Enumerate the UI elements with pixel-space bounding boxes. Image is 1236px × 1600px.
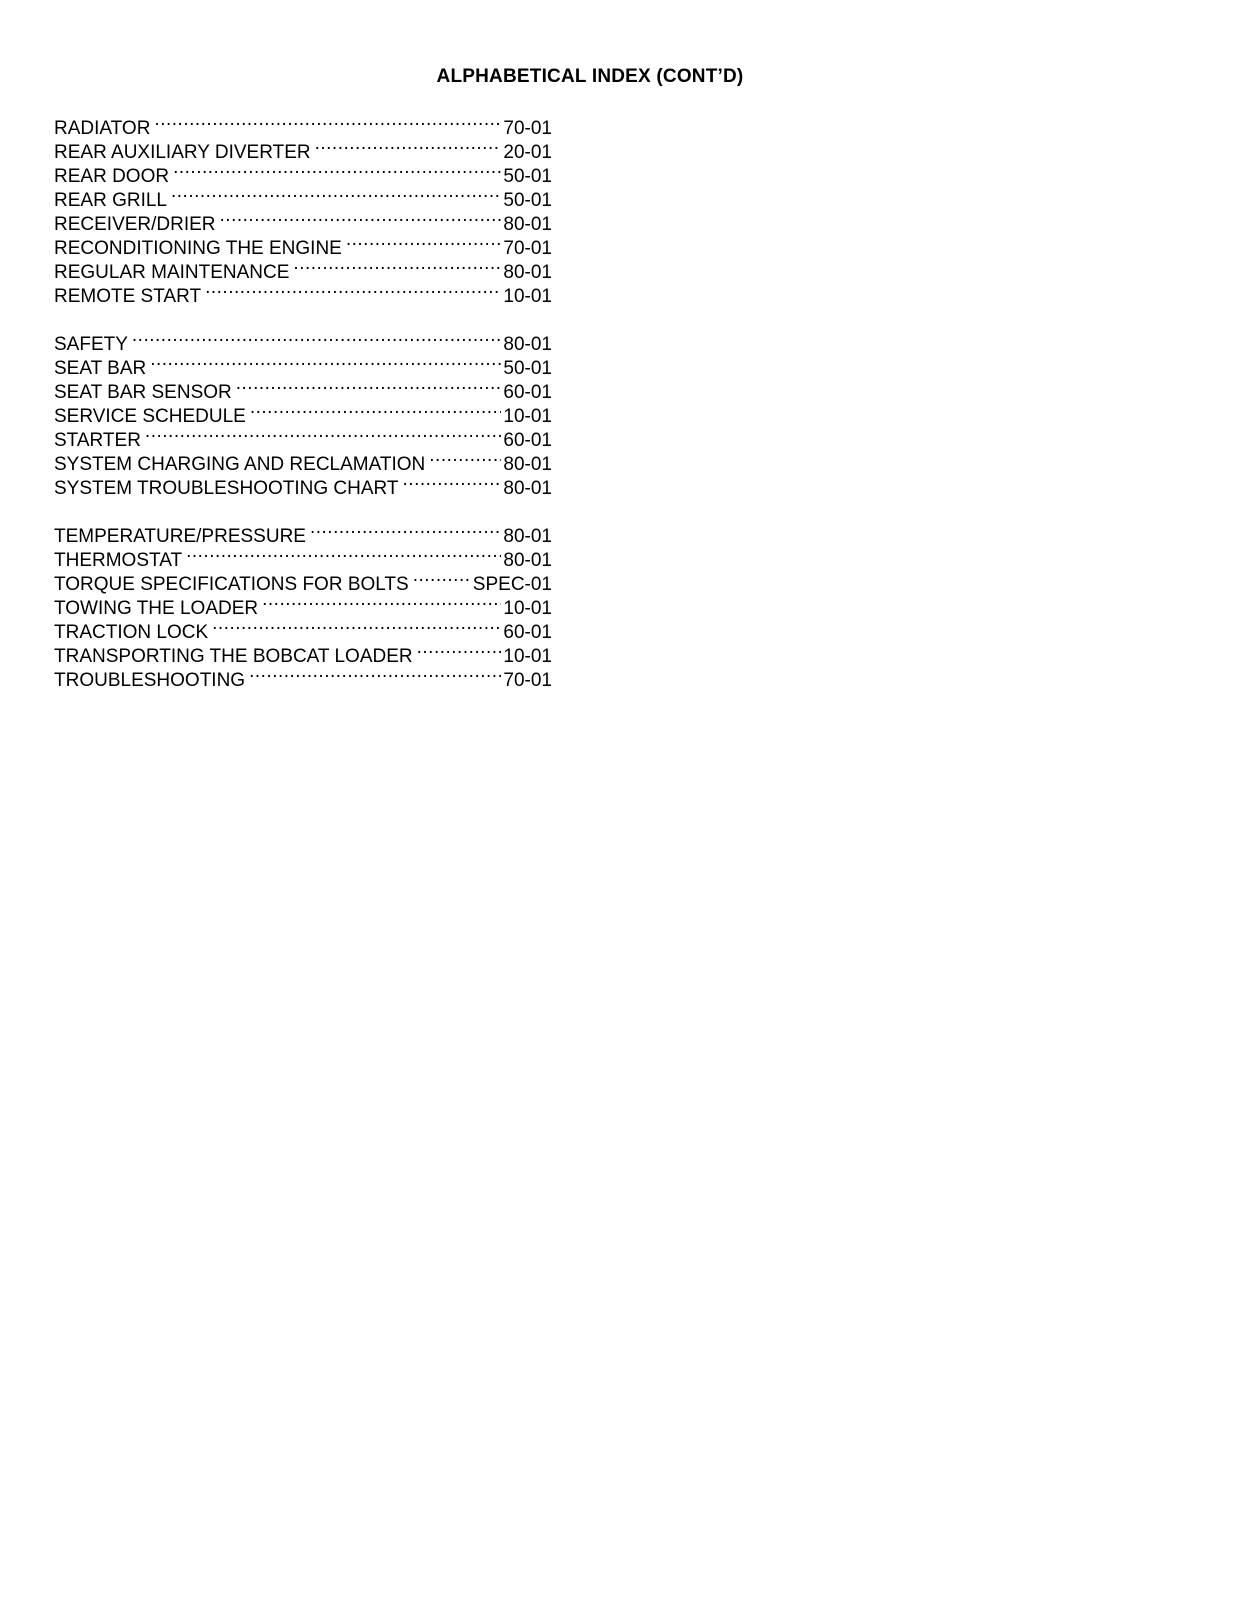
entry-page-number: 80-01: [503, 334, 552, 355]
entry-page-number: 10-01: [503, 286, 552, 307]
entry-name: REAR GRILL: [54, 190, 167, 211]
index-list: [54, 110, 614, 710]
dot-leader: [262, 590, 501, 614]
dot-leader: [413, 566, 471, 590]
dot-leader: [293, 254, 501, 278]
entry-name: TRACTION LOCK: [54, 622, 209, 643]
entry-page-number: 80-01: [503, 550, 552, 571]
entry-page-number: 10-01: [503, 598, 552, 619]
entry-name: RECONDITIONING THE ENGINE: [54, 238, 342, 259]
dot-leader: [212, 614, 501, 638]
entry-name: TORQUE SPECIFICATIONS FOR BOLTS: [54, 574, 409, 595]
dot-leader: [132, 326, 501, 350]
entry-name: TROUBLESHOOTING: [54, 670, 246, 691]
entry-name: SERVICE SCHEDULE: [54, 406, 246, 427]
entry-name: TRANSPORTING THE BOBCAT LOADER: [54, 646, 413, 667]
entry-page-number: 80-01: [503, 214, 552, 235]
entry-name: SEAT BAR: [54, 358, 147, 379]
dot-leader: [171, 182, 501, 206]
entry-name: RECEIVER/DRIER: [54, 214, 216, 235]
entry-page-number: 60-01: [503, 622, 552, 643]
entry-page-number: 70-01: [503, 238, 552, 259]
entry-page-number: 50-01: [503, 190, 552, 211]
dot-leader: [310, 518, 501, 542]
entry-page-number: 10-01: [503, 406, 552, 427]
entry-name: SYSTEM TROUBLESHOOTING CHART: [54, 478, 399, 499]
entry-name: TEMPERATURE/PRESSURE: [54, 526, 306, 547]
dot-leader: [346, 230, 502, 254]
index-entry: [54, 110, 552, 139]
entry-name: THERMOSTAT: [54, 550, 183, 571]
entry-name: STARTER: [54, 430, 141, 451]
entry-page-number: 80-01: [503, 526, 552, 547]
dot-leader: [249, 662, 501, 686]
entry-page-number: SPEC-01: [472, 574, 552, 595]
dot-leader: [236, 374, 502, 398]
entry-name: SAFETY: [54, 334, 128, 355]
entry-name: REAR DOOR: [54, 166, 170, 187]
entry-page-number: 70-01: [503, 118, 552, 139]
dot-leader: [173, 158, 501, 182]
dot-leader: [417, 638, 502, 662]
dot-leader: [220, 206, 502, 230]
dot-leader: [150, 350, 501, 374]
entry-page-number: 60-01: [503, 382, 552, 403]
entry-page-number: 80-01: [503, 454, 552, 475]
index-group: [54, 110, 614, 307]
entry-name: TOWING THE LOADER: [54, 598, 259, 619]
index-group: [54, 518, 614, 691]
dot-leader: [154, 110, 501, 134]
entry-page-number: 50-01: [503, 358, 552, 379]
entry-page-number: 60-01: [503, 430, 552, 451]
index-entry: [54, 326, 552, 355]
dot-leader: [186, 542, 501, 566]
entry-name: RADIATOR: [54, 118, 151, 139]
index-group: [54, 326, 614, 499]
entry-page-number: 70-01: [503, 670, 552, 691]
entry-name: REAR AUXILIARY DIVERTER: [54, 142, 311, 163]
entry-page-number: 20-01: [503, 142, 552, 163]
entry-name: REGULAR MAINTENANCE: [54, 262, 290, 283]
dot-leader: [429, 446, 501, 470]
page-title: ALPHABETICAL INDEX (CONT’D): [436, 66, 744, 87]
entry-page-number: 50-01: [503, 166, 552, 187]
dot-leader: [145, 422, 501, 446]
entry-name: REMOTE START: [54, 286, 202, 307]
entry-page-number: 80-01: [503, 478, 552, 499]
index-entry: [54, 518, 552, 547]
entry-page-number: 80-01: [503, 262, 552, 283]
dot-leader: [205, 278, 501, 302]
dot-leader: [250, 398, 502, 422]
dot-leader: [315, 134, 502, 158]
entry-name: SEAT BAR SENSOR: [54, 382, 232, 403]
dot-leader: [403, 470, 502, 494]
entry-page-number: 10-01: [503, 646, 552, 667]
entry-name: SYSTEM CHARGING AND RECLAMATION: [54, 454, 426, 475]
